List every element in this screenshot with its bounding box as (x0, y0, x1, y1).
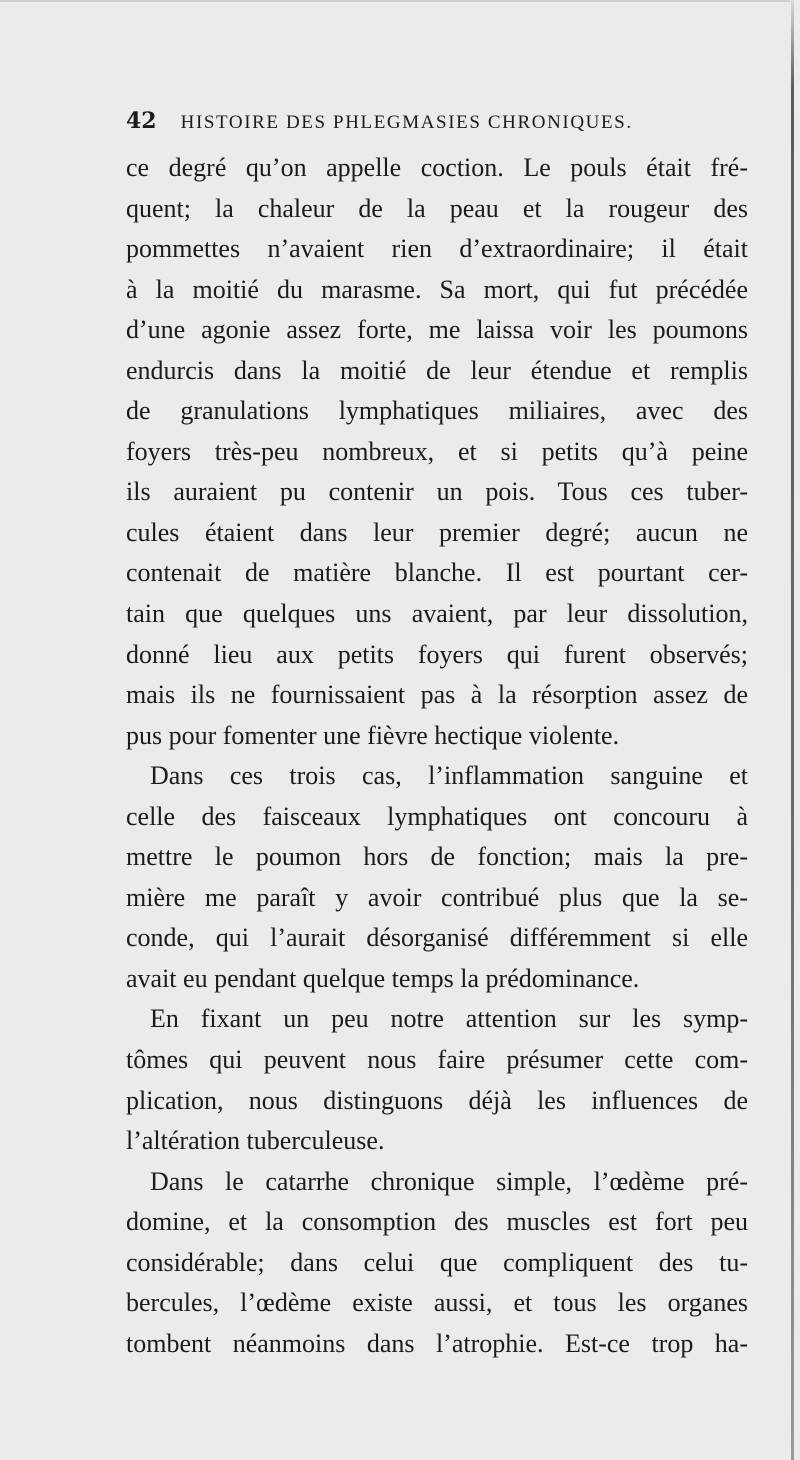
text-line: En fixant un peu notre attention sur les symp- (150, 1004, 748, 1034)
book-page (126, 108, 748, 1364)
text-line: cules étaient dans leur premier degré; aucun ne (126, 517, 748, 547)
page-number: 42 (126, 108, 157, 134)
page-edge-top (0, 0, 790, 2)
text-line: plication, nous distinguons déjà les influences de (126, 1085, 748, 1115)
text-line: tain que quelques uns avaient, par leur dissolution, (126, 599, 748, 629)
text-line: avait eu pendant quelque temps la prédominance. (126, 963, 640, 993)
text-line: ils auraient pu contenir un pois. Tous ces tuber- (126, 477, 748, 507)
text-line: mettre le poumon hors de fonction; mais la pre- (126, 842, 748, 872)
text-line: considérable; dans celui que compliquent des tu- (126, 1247, 748, 1277)
body-text (126, 148, 748, 1364)
text-line: Dans le catarrhe chronique simple, l’œdème pré- (150, 1166, 748, 1196)
text-line: celle des faisceaux lymphatiques ont concouru à (126, 801, 748, 831)
text-line: conde, qui l’aurait désorganisé différemment si elle (126, 923, 748, 953)
text-line: tômes qui peuvent nous faire présumer cette com- (126, 1045, 748, 1075)
text-line: contenait de matière blanche. Il est pourtant cer- (126, 558, 748, 588)
running-head (126, 108, 748, 140)
text-line: mais ils ne fournissaient pas à la résorption assez de (126, 680, 748, 710)
text-line: ce degré qu’on appelle coction. Le pouls était fré- (126, 153, 748, 182)
text-line: l’altération tuberculeuse. (126, 1126, 385, 1156)
text-line: foyers très-peu nombreux, et si petits qu’à peine (126, 436, 748, 466)
text-line: tombent néanmoins dans l’atrophie. Est-ce trop ha- (126, 1328, 748, 1358)
text-line: quent; la chaleur de la peau et la rougeur des (126, 193, 748, 223)
text-line: pus pour fomenter une fièvre hectique violente. (126, 720, 620, 750)
text-line: à la moitié du marasme. Sa mort, qui fut précédée (126, 274, 748, 304)
page-edge-right (791, 0, 794, 1460)
text-line: bercules, l’œdème existe aussi, et tous les organes (126, 1288, 748, 1318)
running-title: HISTOIRE DES PHLEGMASIES CHRONIQUES. (180, 112, 633, 133)
text-line: mière me paraît y avoir contribué plus que la se- (126, 882, 748, 912)
text-line: d’une agonie assez forte, me laissa voir les poumons (126, 315, 748, 345)
text-line: de granulations lymphatiques miliaires, avec des (126, 396, 748, 426)
text-line: donné lieu aux petits foyers qui furent observés; (126, 639, 748, 669)
text-line: pommettes n’avaient rien d’extraordinaire; il était (126, 234, 748, 264)
text-line: domine, et la consomption des muscles est fort peu (126, 1207, 748, 1237)
text-line: endurcis dans la moitié de leur étendue et remplis (126, 355, 748, 385)
text-line: Dans ces trois cas, l’inflammation sanguine et (150, 761, 748, 791)
